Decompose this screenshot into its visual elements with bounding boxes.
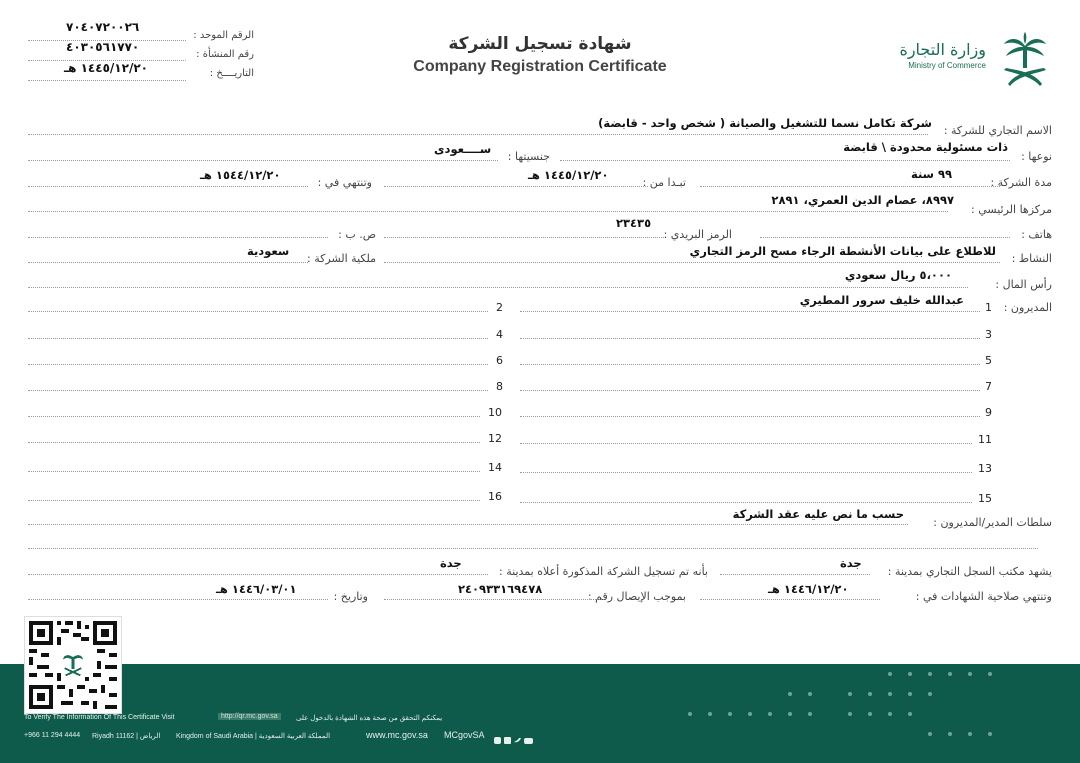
ministry-emblem-icon bbox=[1000, 32, 1050, 86]
duration-label: مدة الشركة : bbox=[990, 176, 1052, 189]
authority: حسب ما نص عليه عقد الشركة bbox=[732, 507, 904, 521]
end-date: ١٥٤٤/١٢/٢٠ هـ bbox=[200, 168, 281, 182]
start-label: تبـدا من : bbox=[642, 176, 686, 189]
manager-number: 13 bbox=[978, 462, 992, 475]
establishment-number-label: رقم المنشأة : bbox=[196, 49, 254, 60]
twitter-icon bbox=[514, 738, 521, 742]
manager-1: عبدالله خليف سرور المطيري bbox=[799, 293, 964, 307]
manager-number: 1 bbox=[985, 301, 992, 314]
footer-handle[interactable]: MCgovSA bbox=[444, 730, 485, 740]
verify-text-ar: يمكنكم التحقق من صحة هذه الشهادة بالدخول على bbox=[296, 715, 443, 722]
establishment-number: ٤٠٣٠٥٦١٧٧٠ bbox=[66, 40, 140, 54]
social-icons[interactable] bbox=[494, 730, 540, 739]
footer-kingdom: Kingdom of Saudi Arabia | المملكة العربية السعودية bbox=[176, 733, 331, 740]
type-label: نوعها : bbox=[1021, 150, 1052, 163]
registered-label: بأنه تم تسجيل الشركة المذكورة أعلاه بمدينة : bbox=[499, 565, 708, 578]
manager-number: 10 bbox=[488, 406, 502, 419]
start-date: ١٤٤٥/١٢/٢٠ هـ bbox=[528, 168, 609, 182]
certificate-title-ar: شهادة تسجيل الشركة bbox=[448, 34, 632, 54]
manager-number: 15 bbox=[978, 492, 992, 505]
office-label: يشهد مكتب السجل التجاري بمدينة : bbox=[887, 565, 1052, 578]
certificate-date: ١٤٤٥/١٢/٢٠ هـ bbox=[64, 61, 148, 75]
hq-label: مركزها الرئيسي : bbox=[971, 203, 1052, 216]
postal-code: ٢٣٤٣٥ bbox=[616, 216, 652, 230]
activity-label: النشاط : bbox=[1011, 252, 1052, 265]
phone-label: هاتف : bbox=[1021, 228, 1052, 241]
trade-name: شركة تكامل نسما للتشغيل والصيانة ( شخص واحد - قابضة) bbox=[598, 116, 932, 130]
ownership-label: ملكية الشركة : bbox=[307, 252, 376, 265]
footer-phone: +966 11 294 4444 bbox=[24, 732, 81, 739]
managers-label: المديرون : bbox=[1003, 301, 1052, 314]
footer-website[interactable]: www.mc.gov.sa bbox=[366, 730, 428, 740]
receipt-number: ٢٤٠٩٣٣١٦٩٤٧٨ bbox=[458, 582, 543, 596]
headquarters: ٨٩٩٧، عصام الدين العمري، ٢٨٩١ bbox=[771, 193, 954, 207]
ministry-name-en: Ministry of Commerce bbox=[908, 61, 986, 70]
qr-code[interactable] bbox=[24, 616, 122, 714]
manager-number: 16 bbox=[488, 490, 502, 503]
authority-label: سلطات المدير/المديرون : bbox=[933, 516, 1052, 529]
facebook-icon bbox=[504, 737, 511, 744]
unified-number-label: الرقم الموحد : bbox=[193, 30, 254, 41]
manager-number: 6 bbox=[496, 354, 503, 367]
capital: ٥،٠٠٠ ريال سعودي bbox=[844, 268, 952, 282]
instagram-icon bbox=[494, 737, 501, 744]
pobox-label: ص. ب : bbox=[338, 228, 376, 241]
validity-label: وتنتهي صلاحية الشهادات في : bbox=[915, 590, 1052, 603]
duration: ٩٩ سنة bbox=[910, 167, 952, 181]
manager-number: 9 bbox=[985, 406, 992, 419]
manager-number: 7 bbox=[985, 380, 992, 393]
capital-label: رأس المال : bbox=[995, 278, 1052, 291]
certificate-date-label: التاريــــخ : bbox=[209, 68, 254, 79]
office-city: جدة bbox=[840, 556, 862, 570]
company-type: ذات مسئولية محدودة \ قابضة bbox=[843, 140, 1008, 154]
youtube-icon bbox=[524, 738, 533, 744]
manager-number: 8 bbox=[496, 380, 503, 393]
unified-number: ٧٠٤٠٧٢٠٠٢٦ bbox=[66, 20, 140, 34]
manager-number: 4 bbox=[496, 328, 503, 341]
validity-date: ١٤٤٦/١٢/٢٠ هـ bbox=[768, 582, 849, 596]
activity: للاطلاع على بيانات الأنشطة الرجاء مسح الرمز التجاري bbox=[689, 244, 996, 258]
issue-date: ١٤٤٦/٠٣/٠١ هـ bbox=[216, 582, 297, 596]
trade-name-label: الاسم التجاري للشركة : bbox=[943, 124, 1052, 137]
ministry-name-ar: وزارة التجارة bbox=[899, 40, 986, 59]
footer-riyadh: Riyadh 11162 | الرياض bbox=[92, 733, 161, 740]
end-label: وتنتهي في : bbox=[317, 176, 372, 189]
manager-number: 12 bbox=[488, 432, 502, 445]
verify-link[interactable]: http://qr.mc.gov.sa bbox=[218, 713, 281, 720]
certificate-title-en: Company Registration Certificate bbox=[413, 58, 667, 75]
manager-number: 2 bbox=[496, 301, 503, 314]
receipt-label: بموجب الإيصال رقم : bbox=[587, 590, 686, 603]
manager-number: 3 bbox=[985, 328, 992, 341]
nationality: ســــعودى bbox=[434, 142, 492, 156]
issue-date-label: وتاريخ : bbox=[333, 590, 368, 603]
manager-number: 11 bbox=[978, 433, 992, 446]
verify-text-en: To Verify The Information Of This Certificate Visit bbox=[24, 714, 175, 721]
manager-number: 14 bbox=[488, 461, 502, 474]
ownership: سعودية bbox=[247, 244, 290, 258]
manager-number: 5 bbox=[985, 354, 992, 367]
registered-city: جدة bbox=[440, 556, 462, 570]
nationality-label: جنسيتها : bbox=[507, 150, 550, 163]
postal-label: الرمز البريدي : bbox=[663, 228, 732, 241]
